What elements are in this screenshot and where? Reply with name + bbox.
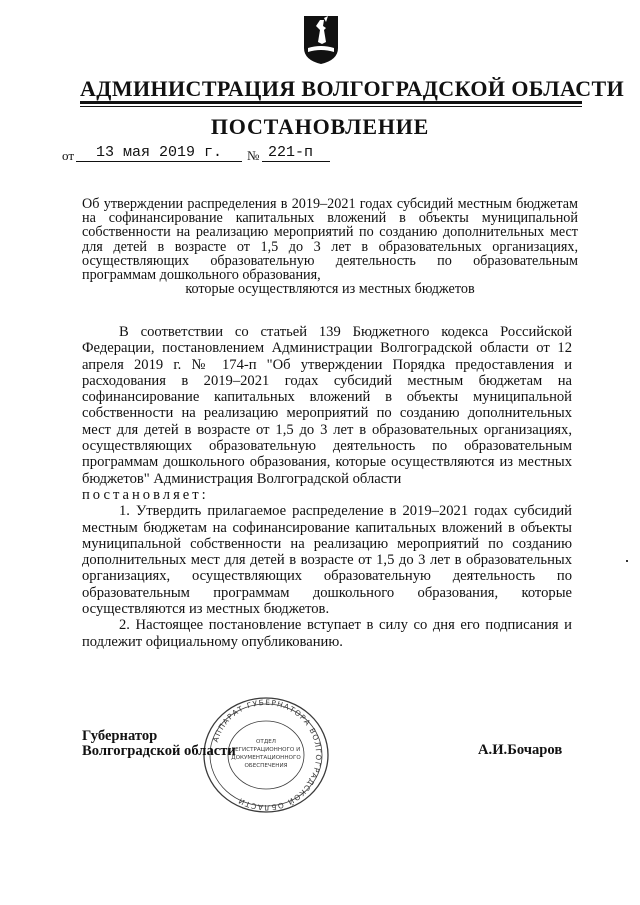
date-value: 13 мая 2019 г. <box>95 144 223 161</box>
item-1-paragraph: 1. Утвердить прилагаемое распределение в 2019–2021 годах субсидий местным бюджетам на софинансирование капитальных вложений в объекты муниципальной собственности на реализацию мероприятий по созданию дополнительных мест для детей в возрасте от 1,5 до 3 лет в образовательных организациях, осуществляющих образовательную деятельность по образовательным программам дошкольного образования, которые осуществляются из местных бюджетов. <box>82 503 572 618</box>
margin-dot <box>626 560 628 562</box>
stamp-center-line-4: ОБЕСПЕЧЕНИЯ <box>244 763 288 769</box>
number-value: 221-п <box>268 144 314 161</box>
header-rule-thin <box>80 106 582 107</box>
date-underline <box>76 161 242 162</box>
signatory-name: А.И.Бочаров <box>478 742 563 758</box>
coat-of-arms-icon <box>302 14 340 66</box>
header-rule-thick <box>80 101 582 104</box>
number-underline <box>262 161 330 162</box>
stamp-center-line-3: ДОКУМЕНТАЦИОННОГО <box>231 755 301 761</box>
document-subject: Об утверждении распределения в 2019–2021 годах субсидий местным бюджетам на софинансирование капитальных вложений в объекты муниципальной собственности на реализацию мероприятий по созданию дополнительных мест для детей в возрасте от 1,5 до 3 лет в образовательных организациях, осуществляющих образовательную деятельность по образовательным программам дошкольного образования, <box>82 196 578 284</box>
number-label: № <box>247 148 260 163</box>
signatory-title-line-1: Губернатор <box>82 728 158 744</box>
signatory-title-line-2: Волгоградской области <box>82 743 236 759</box>
stamp-center-line-1: ОТДЕЛ <box>256 739 276 745</box>
resolves-word: постановляет: <box>82 486 209 503</box>
date-label: от <box>62 148 75 163</box>
signatory-title <box>82 729 236 759</box>
stamp-center-line-2: РЕГИСТРАЦИОННОГО И <box>231 747 301 753</box>
item-2-paragraph: 2. Настоящее постановление вступает в силу со дня его подписания и подлежит официальному опубликованию. <box>82 617 572 650</box>
document-type: ПОСТАНОВЛЕНИЕ <box>210 114 430 139</box>
document-subject-last-line: которые осуществляются из местных бюджетов <box>185 281 475 297</box>
preamble-paragraph: В соответствии со статьей 139 Бюджетного кодекса Российской Федерации, постановлением Администрации Волгоградской области от 12 апреля 2019 г. № 174-п "Об утверждении Порядка предоставления и расходования в 2019–2021 годах субсидий местным бюджетам на софинансирование капитальных вложений в объекты муниципальной собственности на реализацию мероприятий по созданию дополнительных мест для детей в возрасте от 1,5 до 3 лет в образовательных организациях, осуществляющих образовательную деятельность по образовательным программам дошкольного образования, которые осуществляются из местных бюджетов" Администрация Волгоградской области <box>82 324 572 487</box>
document-body <box>82 324 572 650</box>
stamp-outer-text: АППАРАТ ГУБЕРНАТОРА ВОЛГОГРАДСКОЙ ОБЛАСТИ <box>210 697 324 813</box>
organization-name: АДМИНИСТРАЦИЯ ВОЛГОГРАДСКОЙ ОБЛАСТИ <box>80 76 625 101</box>
